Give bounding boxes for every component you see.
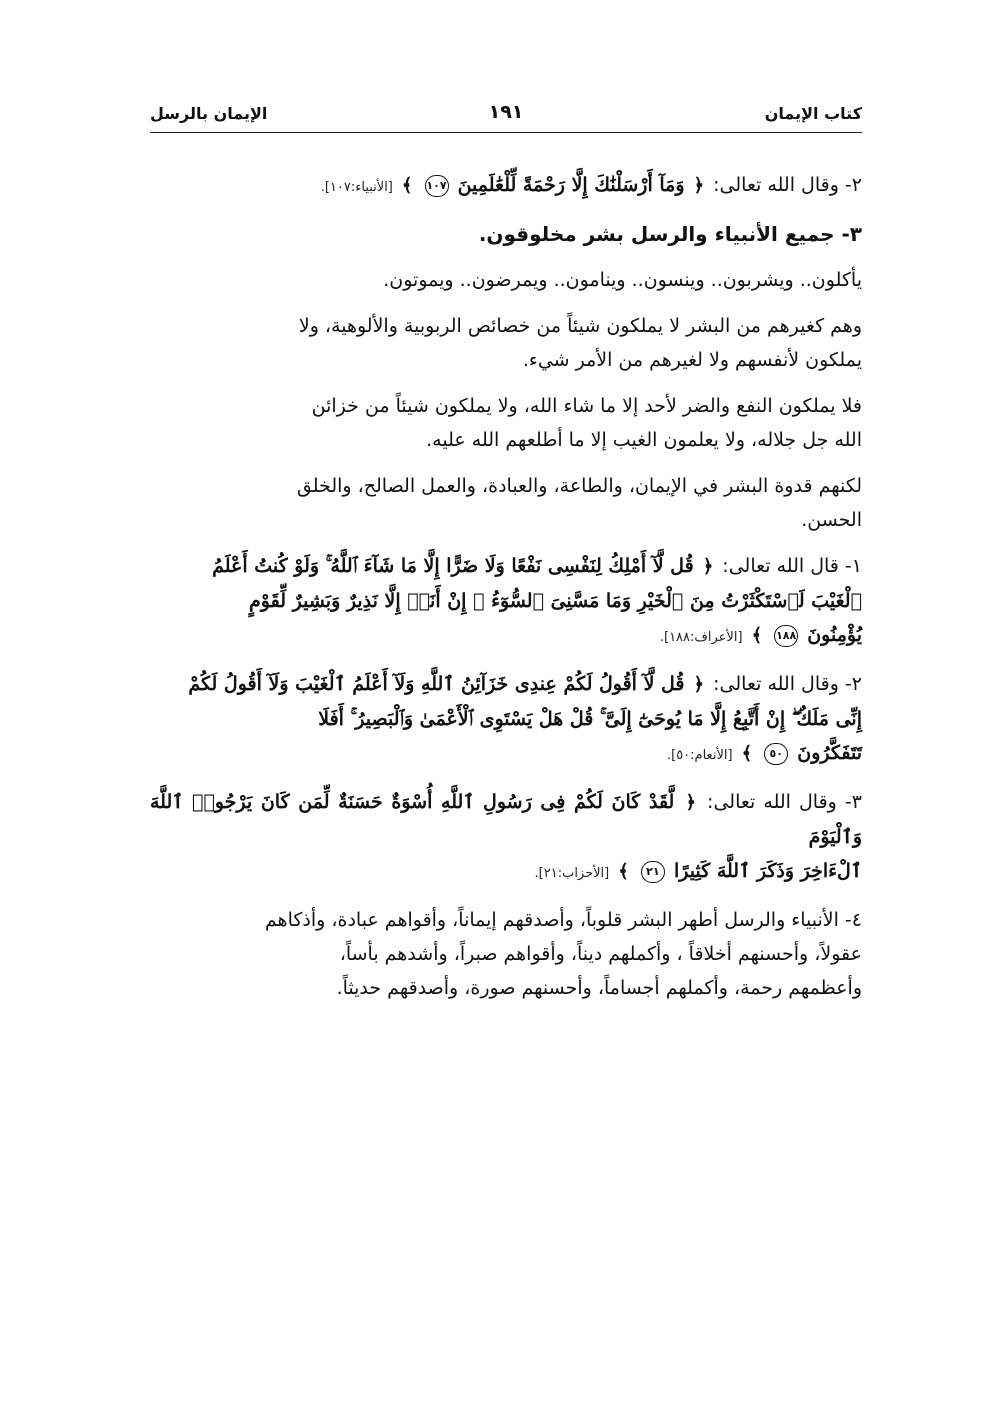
paragraph-line: يأكلون.. ويشربون.. وينسون.. وينامون.. ويمرضون.. ويموتون. xyxy=(383,269,862,291)
ayah-number-marker: ١٠٧ xyxy=(425,175,449,197)
open-brace: ﴿ xyxy=(702,556,714,577)
verse-line xyxy=(150,168,862,205)
ayah-number-marker: ٥٠ xyxy=(764,743,788,765)
paragraph-no-benefit-harm xyxy=(150,389,862,457)
page-body xyxy=(150,168,862,1017)
item-prefix: ١- قال الله تعالى: xyxy=(716,555,862,577)
chapter-title: الإيمان بالرسل xyxy=(150,104,268,123)
verse-line xyxy=(150,785,862,854)
close-brace: ﴾ xyxy=(618,861,629,882)
open-brace: ﴿ xyxy=(693,674,705,695)
verse-line xyxy=(150,618,862,655)
verse-item-ahzab xyxy=(150,785,862,891)
quran-verse: يُؤْمِنُونَ xyxy=(807,624,862,646)
section-heading-humans xyxy=(150,217,862,251)
paragraph-line: الحسن. xyxy=(801,509,862,531)
verse-item-anbiya xyxy=(150,168,862,205)
paragraph-line: الله جل جلاله، ولا يعلمون الغيب إلا ما أطلعهم الله عليه. xyxy=(426,429,862,451)
verse-reference: [الأنبياء:١٠٧]. xyxy=(320,180,393,195)
item-prefix: ٢- وقال الله تعالى: xyxy=(707,174,862,196)
open-brace: ﴿ xyxy=(693,175,705,196)
verse-reference: [الأحزاب:٢١]. xyxy=(534,866,610,881)
paragraph-line: عقولاً، وأحسنهم أخلاقاً ، وأكملهم ديناً، وأقواهم صبراً، وأشدهم بأساً، xyxy=(339,943,862,965)
verse-item-araf xyxy=(150,549,862,655)
close-brace: ﴾ xyxy=(751,625,763,646)
verse-line xyxy=(150,667,862,702)
paragraph-role-models xyxy=(150,469,862,537)
close-brace: ﴾ xyxy=(401,175,413,196)
verse-reference: [الأعراف:١٨٨]. xyxy=(659,630,743,645)
item-prefix: ٣- وقال الله تعالى: xyxy=(698,791,863,813)
verse-line xyxy=(150,549,862,584)
book-title: كتاب الإيمان xyxy=(764,104,862,123)
paragraph-no-divinity xyxy=(150,309,862,377)
close-brace: ﴾ xyxy=(741,743,753,764)
ayah-number-marker: ١٨٨ xyxy=(774,625,798,647)
ayah-number-marker: ٢١ xyxy=(641,861,665,883)
paragraph-line: وأعظمهم رحمة، وأكملهم أجساماً، وأحسنهم صورة، وأصدقهم حديثاً. xyxy=(336,977,862,999)
quran-verse: لَّقَدْ كَانَ لَكُمْ فِى رَسُولِ ٱللَّهِ أُسْوَةٌ حَسَنَةٌ لِّمَن كَانَ يَرْجُوا۟ ٱللَّهَ وَٱلْيَوْمَ xyxy=(150,791,862,848)
verse-line xyxy=(150,854,862,891)
quran-verse: ٱلْغَيْبَ لَٱسْتَكْثَرْتُ مِنَ ٱلْخَيْرِ وَمَا مَسَّنِىَ ٱلسُّوٓءُ ۚ إِنْ أَنَا۠ إِلَّا نَذِيرٌ وَبَشِيرٌ لِّقَوْمٍ xyxy=(249,590,862,612)
quran-verse: إِنِّى مَلَكٌ ۖ إِنْ أَتَّبِعُ إِلَّا مَا يُوحَىٰٓ إِلَىَّ ۚ قُلْ هَلْ يَسْتَوِى ٱلْأَعْمَىٰ وَٱلْبَصِيرُ ۚ أَفَلَا xyxy=(318,708,862,730)
verse-reference: [الأنعام:٥٠]. xyxy=(666,748,733,763)
quran-verse: قُل لَّآ أَمْلِكُ لِنَفْسِى نَفْعًا وَلَا ضَرًّا إِلَّا مَا شَآءَ ٱللَّهُ ۚ وَلَوْ كُنتُ أَعْلَمُ xyxy=(212,555,694,577)
page-header xyxy=(150,98,862,133)
paragraph-line: لكنهم قدوة البشر في الإيمان، والطاعة، والعبادة، والعمل الصالح، والخلق xyxy=(296,475,862,497)
quran-verse: قُل لَّآ أَقُولُ لَكُمْ عِندِى خَزَآئِنُ ٱللَّهِ وَلَآ أَعْلَمُ ٱلْغَيْبَ وَلَآ أَقُولُ لَكُمْ xyxy=(188,673,685,695)
paragraph-human-traits xyxy=(150,263,862,297)
verse-item-anam xyxy=(150,667,862,773)
paragraph-purest-hearts xyxy=(150,903,862,1005)
quran-verse: ٱلْءَاخِرَ وَذَكَرَ ٱللَّهَ كَثِيرًا xyxy=(673,860,862,882)
verse-line xyxy=(150,736,862,773)
quran-verse: وَمَآ أَرْسَلْنَٰكَ إِلَّا رَحْمَةً لِّلْعَٰلَمِينَ xyxy=(457,174,685,196)
quran-verse: تَتَفَكَّرُونَ xyxy=(797,742,862,764)
paragraph-line: وهم كغيرهم من البشر لا يملكون شيئاً من خصائص الربوبية والألوهية، ولا xyxy=(298,315,862,337)
paragraph-line: فلا يملكون النفع والضر لأحد إلا ما شاء الله، ولا يملكون شيئاً من خزائن xyxy=(311,395,862,417)
paragraph-line: يملكون لأنفسهم ولا لغيرهم من الأمر شيء. xyxy=(522,349,862,371)
paragraph-line: ٤- الأنبياء والرسل أطهر البشر قلوباً، وأصدقهم إيماناً، وأقواهم عبادة، وأذكاهم xyxy=(264,909,862,931)
page-number: ١٩١ xyxy=(488,101,524,123)
section-heading: ٣- جميع الأنبياء والرسل بشر مخلوقون. xyxy=(478,222,862,246)
item-prefix: ٢- وقال الله تعالى: xyxy=(707,673,862,695)
open-brace: ﴿ xyxy=(685,792,696,813)
